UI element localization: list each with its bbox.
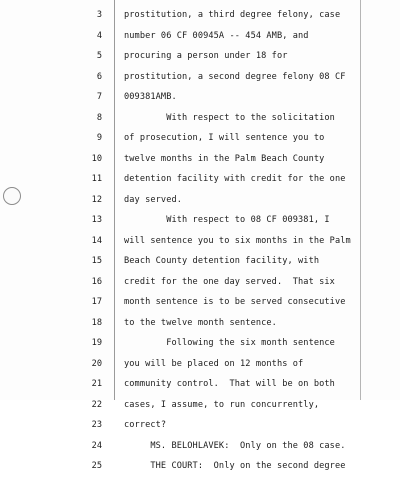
line-number: 25 [91,461,102,471]
line-text: 009381AMB. [124,92,177,102]
line-text: With respect to 08 CF 009381, I [124,215,330,225]
line-number: 7 [96,92,102,102]
line-number: 9 [96,133,102,143]
line-text: THE COURT: Only on the second degree [124,461,346,471]
line-number: 8 [96,112,102,123]
line-text: day served. [124,194,183,205]
transcript-line [0,26,400,47]
line-text: prostitution, a second degree felony 08 CF [124,71,346,82]
line-number: 23 [91,420,102,430]
transcript-line [0,108,400,129]
line-text: twelve months in the Palm Beach County [124,153,325,164]
line-text: number 06 CF 00945A -- 454 AMB, and [124,30,309,41]
line-number: 6 [96,71,102,82]
transcript-line [0,67,400,88]
transcript-line [0,415,400,436]
line-text: to the twelve month sentence. [124,317,277,328]
line-text: prostitution, a third degree felony, case [124,10,341,20]
line-text: With respect to the solicitation [124,112,335,123]
line-text: MS. BELOHLAVEK: Only on the 08 case. [124,440,346,451]
line-number: 21 [91,379,102,389]
line-number: 12 [91,194,102,205]
line-text: correct? [124,420,167,430]
transcript-line [0,46,400,67]
transcript-line [0,292,400,313]
transcript-line [0,313,400,334]
transcript-line [0,354,400,375]
line-number: 19 [91,338,102,348]
line-text: you will be placed on 12 months of [124,358,304,369]
transcript-line [0,169,400,190]
line-text: will sentence you to six months in the Palm [124,235,351,246]
line-number: 11 [91,174,102,184]
line-number: 3 [96,10,102,20]
transcript-line [0,87,400,108]
line-text: Beach County detention facility, with [124,256,320,266]
line-text: detention facility with credit for the one [124,174,346,184]
transcript-line [0,436,400,457]
transcript-line [0,272,400,293]
transcript-line [0,333,400,354]
transcript-line [0,210,400,231]
line-number: 14 [91,235,102,246]
line-number: 20 [91,358,102,369]
line-number: 4 [96,30,102,41]
transcript-line [0,456,400,477]
transcript-line [0,149,400,170]
line-text: of prosecution, I will sentence you to [124,133,325,143]
transcript-line [0,251,400,272]
transcript-lines [0,5,400,477]
line-number: 5 [96,51,102,61]
line-text: Following the six month sentence [124,338,335,348]
line-number: 22 [91,399,102,410]
transcript-line [0,190,400,211]
line-number: 16 [91,276,102,287]
line-number: 24 [91,440,102,451]
transcript-line [0,374,400,395]
line-number: 17 [91,297,102,307]
transcript-line [0,395,400,416]
line-text: cases, I assume, to run concurrently, [124,399,320,410]
line-number: 18 [91,317,102,328]
line-text: community control. That will be on both [124,379,335,389]
line-text: credit for the one day served. That six [124,276,335,287]
line-number: 15 [91,256,102,266]
line-number: 10 [91,153,102,164]
transcript-line [0,231,400,252]
transcript-line [0,5,400,26]
line-text: month sentence is to be served consecutive [124,297,346,307]
line-number: 13 [91,215,102,225]
transcript-line [0,128,400,149]
line-text: procuring a person under 18 for [124,51,288,61]
